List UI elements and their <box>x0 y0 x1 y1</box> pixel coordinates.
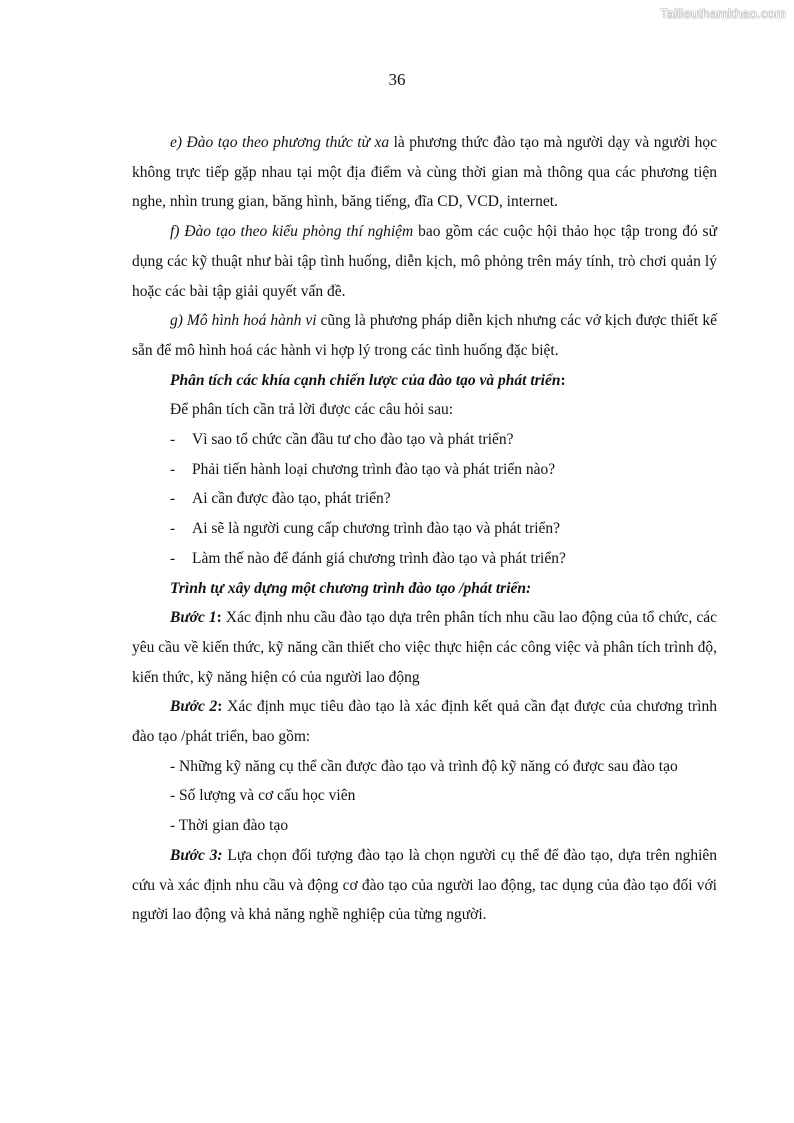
question-text: Ai sẽ là người cung cấp chương trình đào tạo và phát triển? <box>192 520 561 538</box>
heading-sequence <box>132 574 717 604</box>
step-1-colon: : <box>216 609 222 627</box>
paragraph-f-label: f) Đào tạo theo kiểu phòng thí nghiệm <box>170 223 414 241</box>
dash-bullet: - <box>170 549 176 567</box>
heading-strategy <box>132 366 717 396</box>
step-3-label: Bước 3: <box>170 846 223 864</box>
step-1-text: Xác định nhu cầu đào tạo dựa trên phân tích nhu cầu lao động của tổ chức, các yêu cầu về kiến thức, kỹ năng cần thiết cho việc thực hiện các công việc và phân tích trình độ, kiến thức, kỹ năng hiện có của người lao động <box>132 609 717 686</box>
paragraph-f <box>132 217 717 306</box>
step-1-label: Bước 1 <box>170 609 217 627</box>
question-item <box>132 484 717 514</box>
paragraph-e <box>132 128 717 217</box>
paragraph-e-label: e) Đào tạo theo phương thức từ xa <box>170 134 390 151</box>
question-text: Phải tiến hành loại chương trình đào tạo và phát triển nào? <box>192 460 556 478</box>
question-text: Làm thế nào để đánh giá chương trình đào tạo và phát triển? <box>192 549 566 567</box>
document-body <box>132 128 717 930</box>
step-2-item: - Những kỹ năng cụ thể cần được đào tạo và trình độ kỹ năng có được sau đào tạo <box>170 757 678 775</box>
step-2-text: Xác định mục tiêu đào tạo là xác định kết quả cần đạt được của chương trình đào tạo /phát triển, bao gồm: <box>132 698 717 746</box>
dash-bullet: - <box>170 490 176 508</box>
step-2-item: - Thời gian đào tạo <box>170 817 289 835</box>
question-item <box>132 514 717 544</box>
paragraph-f-text: bao gồm các cuộc hội thảo học tập trong đó sử dụng các kỹ thuật như bài tập tình huống, diễn kịch, mô phỏng trên máy tính, trò chơi quản lý hoặc các bài tập giải quyết vấn đề. <box>132 223 717 300</box>
dash-bullet: - <box>170 460 176 478</box>
page-number: 36 <box>388 70 406 89</box>
intro-questions: Để phân tích cần trả lời được các câu hỏi sau: <box>170 401 454 419</box>
question-text: Ai cần được đào tạo, phát triển? <box>192 490 391 508</box>
paragraph-g <box>132 306 717 365</box>
heading-strategy-text: Phân tích các khía cạnh chiến lược của đào tạo và phát triển <box>170 371 561 389</box>
paragraph-e-text: là phương thức đào tạo mà người dạy và người học không trực tiếp gặp nhau tại một địa điểm và cùng thời gian mà thông qua các phương tiện nghe, nhìn trung gian, băng hình, băng tiếng, đĩa CD, VCD, internet. <box>132 134 718 211</box>
question-text: Vì sao tổ chức cần đầu tư cho đào tạo và phát triển? <box>192 431 514 449</box>
paragraph-g-text: cũng là phương pháp diễn kịch nhưng các vở kịch được thiết kế sẵn để mô hình hoá các hành vi hợp lý trong các tình huống đặc biệt. <box>132 312 717 359</box>
watermark: Tailieuthamkhao.com <box>660 6 786 21</box>
question-item <box>132 425 717 455</box>
question-item <box>132 455 717 485</box>
dash-bullet: - <box>170 431 176 449</box>
step-2-item: - Số lượng và cơ cấu học viên <box>170 787 356 805</box>
heading-sequence-text: Trình tự xây dựng một chương trình đào tạo /phát triển: <box>170 579 532 597</box>
step-2-colon: : <box>217 698 223 716</box>
step-3 <box>132 841 717 930</box>
step-2-label: Bước 2 <box>170 698 218 716</box>
paragraph-g-label: g) Mô hình hoá hành vi <box>170 312 317 330</box>
question-item <box>132 544 717 574</box>
dash-bullet: - <box>170 520 176 538</box>
step-1 <box>132 603 717 692</box>
step-3-text: Lựa chọn đối tượng đào tạo là chọn người cụ thể để đào tạo, dựa trên nghiên cứu và xác định nhu cầu và động cơ đào tạo của người lao động, tac dụng của đào tạo đối với người lao động và khả năng nghề nghiệp của từng người. <box>132 846 718 924</box>
heading-strategy-colon: : <box>560 371 566 389</box>
step-2 <box>132 692 717 751</box>
